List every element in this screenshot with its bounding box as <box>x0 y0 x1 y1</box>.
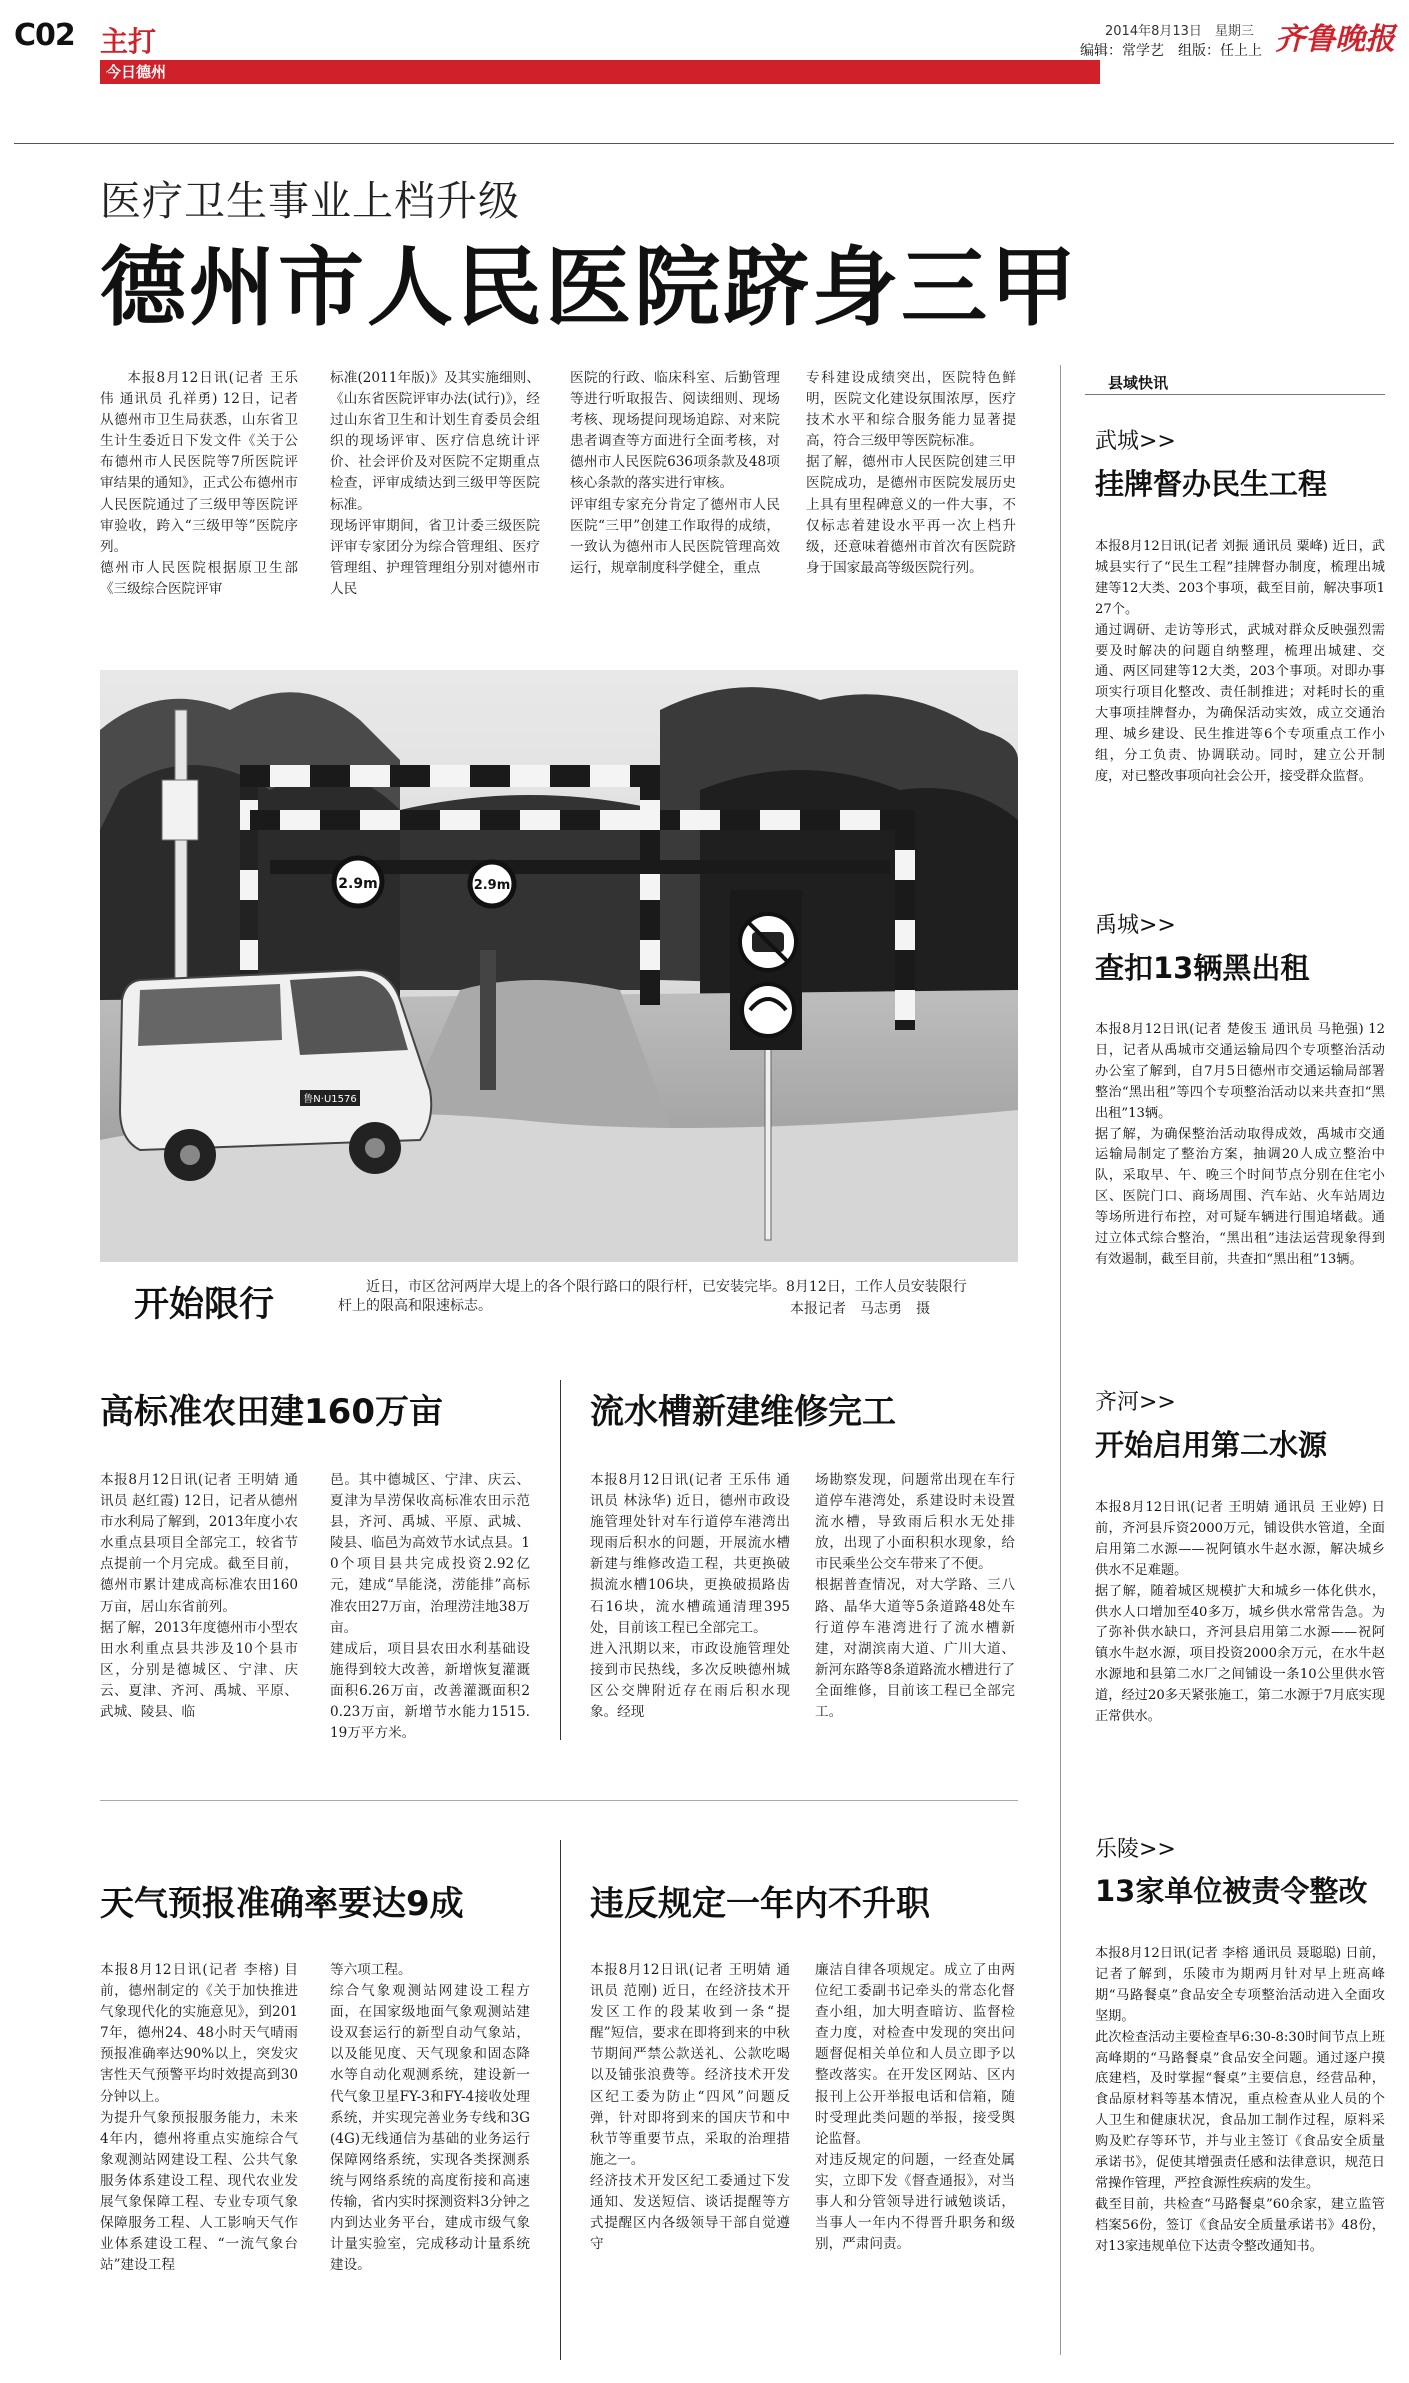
sidebar-body-wucheng <box>1095 537 1385 897</box>
page-code: C02 <box>14 18 75 53</box>
story-1-text-2: 邑。其中德城区、宁津、庆云、夏津为旱涝保收高标准农田示范县，齐河、禹城、平原、武城、陵县、临邑为高效节水试点县。10个项目县共完成投资2.92亿元，建成“旱能浇，涝能排”高标准农田27万亩，治理涝洼地38万亩。 建成后，项目县农田水利基础设施得到较大改善，新增恢复灌溉面积6.26万亩，改善灌溉面积20.23万亩，新增节水能力1515.19万平方米。 <box>330 1472 530 1742</box>
photo-caption: 近日，市区岔河两岸大堤上的各个限行路口的限行杆，已安装完毕。8月12日，工作人员安装限行杆上的限高和限速标志。 <box>338 1279 967 1314</box>
news-photo <box>100 670 1018 1262</box>
center-divider-h <box>100 1800 1018 1801</box>
header-rule <box>14 143 1394 144</box>
sub-section-label: 今日德州 <box>106 63 167 81</box>
story-3-col-1 <box>100 1960 298 2360</box>
story-4-text-1: 本报8月12日讯(记者 王明婧 通讯员 范刚) 近日，在经济技术开发区工作的段某收到一条“提醒”短信，要求在即将到来的中秋节期间严禁公款送礼、公款吃喝以及铺张浪费等。经济技术开发区纪工委为防止“四风”问题反弹，针对即将到来的国庆节和中秋节等重要节点，采取的治理措施之一。 经济技术开发区纪工委通过下发通知、发送短信、谈话提醒等方式提醒区内各级领导干部自觉遵守 <box>590 1962 790 2253</box>
story-3-text-2: 等六项工程。 综合气象观测站网建设工程方面，在国家级地面气象观测站建设双套运行的新型自动气象站，以及能见度、天气现象和固态降水等自动化观测系统，建设新一代气象卫星FY-3和FY-4接收处理系统，并实现完善业务专线和3G(4G)无线通信为基础的业务运行保障网络系统，实现各类探测系统与网络系统的高度衔接和高速传输，省内实时探测资料3分钟之内到达业务平台，建成市级气象计量实验室，完成移动计量系统建设。 <box>330 1962 530 2274</box>
lead-text-4: 专科建设成绩突出，医院特色鲜明，医院文化建设氛围浓厚，医疗技术水平和综合服务能力显著提高，符合三级甲等医院标准。 据了解，德州市人民医院创建三甲医院成功，是德州市医院发展历史上具有里程碑意义的一件大事，不仅标志着建设水平再一次上档升级，还意味着德州市首次有医院跻身于国家最高等级医院行列。 <box>806 370 1016 576</box>
lead-col-3 <box>570 368 780 618</box>
sidebar-county-laoling: 乐陵>> <box>1095 1837 1176 1862</box>
story-1-col-2 <box>330 1470 530 1780</box>
photo-title: 开始限行 <box>134 1285 275 1325</box>
sidebar-headline-wucheng: 挂牌督办民生工程 <box>1095 467 1328 501</box>
story-1-headline: 高标准农田建160万亩 <box>100 1392 443 1432</box>
story-1-text-1: 本报8月12日讯(记者 王明婧 通讯员 赵红霞) 12日，记者从德州市水利局了解到，2013年度小农水重点县项目全部完工，较省节点提前一个月完成。截至目前，德州市累计建成高标准农田160万亩，居山东省前列。 据了解，2013年度德州市小型农田水利重点县共涉及10个县市区，分别是德城区、宁津、庆云、夏津、齐河、禹城、平原、武城、陵县、临 <box>100 1472 298 1721</box>
sidebar-county-yucheng: 禹城>> <box>1095 913 1176 938</box>
story-4-headline: 违反规定一年内不升职 <box>590 1884 930 1924</box>
date-line: 2014年8月13日 星期三 <box>1105 24 1254 39</box>
story-2-headline: 流水槽新建维修完工 <box>590 1392 896 1432</box>
sidebar-headline-yucheng: 查扣13辆黑出租 <box>1095 951 1310 985</box>
lead-col-4 <box>806 368 1016 618</box>
lead-text-1: 本报8月12日讯(记者 王乐伟 通讯员 孔祥勇) 12日，记者从德州市卫生局获悉，山东省卫生计生委近日下发文件《关于公布德州市人民医院等7所医院评审结果的通知》，正式公布德州市人民医院通过了三级甲等医院评审验收，跨入“三级甲等”医院序列。 德州市人民医院根据原卫生部《三级综合医院评审 <box>100 370 298 597</box>
photo-sign-1: 2.9m <box>338 876 378 892</box>
lead-col-1 <box>100 368 298 618</box>
lead-text-2: 标准(2011年版)》及其实施细则、《山东省医院评审办法(试行)》，经过山东省卫生和计划生育委员会组织的现场评审、医疗信息统计评价、社会评价及对医院不定期重点检查，评审成绩达到三级甲等医院标准。 现场评审期间，省卫计委三级医院评审专家团分为综合管理组、医疗管理组、护理管理组分别对德州市人民 <box>330 370 540 597</box>
photo-illustration <box>100 670 1018 1262</box>
sidebar-body-qihe <box>1095 1498 1385 1818</box>
lead-headline: 德州市人民医院跻身三甲 <box>100 238 1079 338</box>
sidebar-text-qihe: 本报8月12日讯(记者 王明婧 通讯员 王业婷) 日前，齐河县斥资2000万元，铺设供水管道，全面启用第二水源——祝阿镇水牛赵水源，解决城乡供水不足难题。 据了解，随着城区规模扩大和城乡一体化供水，供水人口增加至40多万，城乡供水常常告急。为了弥补供水缺口，齐河县启用第二水源——祝阿镇水牛赵水源，项目投资2000余万元，在水牛赵水源地和县第二水厂之间铺设一条10公里供水管道，经过20多天紧张施工，第二水源于7月底实现正常供水。 <box>1095 1500 1385 1725</box>
van-plate: 鲁N·U1576 <box>303 1094 357 1105</box>
sidebar-county-wucheng: 武城>> <box>1095 429 1176 454</box>
story-1-col-1 <box>100 1470 298 1780</box>
story-2-text-2: 场勘察发现，问题常出现在车行道停车港湾处，系建设时未设置流水槽，导致雨后积水无处排放，出现了小面积积水现象，给市民乘坐公交车带来了不便。 根据普查情况，对大学路、三八路、晶华大道等5条道路48处车行道停车港湾进行了流水槽新建，对湖滨南大道、广川大道、新河东路等8条道路流水槽进行了全面维修，目前该工程已全部完工。 <box>815 1472 1015 1721</box>
section-title: 主打 <box>100 25 157 58</box>
sidebar-border <box>1060 365 1061 2355</box>
center-divider-2 <box>560 1840 561 2360</box>
sidebar-body-yucheng <box>1095 1020 1385 1340</box>
story-4-col-2 <box>815 1960 1015 2360</box>
photo-sign-2: 2.9m <box>473 878 511 893</box>
sidebar-headline-qihe: 开始启用第二水源 <box>1095 1428 1328 1462</box>
story-2-col-2 <box>815 1470 1015 1780</box>
sidebar-headline-laoling: 13家单位被责令整改 <box>1095 1874 1368 1908</box>
center-divider-1 <box>560 1380 561 1740</box>
sidebar-county-qihe: 齐河>> <box>1095 1390 1176 1415</box>
story-3-text-1: 本报8月12日讯(记者 李榕) 目前，德州制定的《关于加快推进气象现代化的实施意见》，到2017年，德州24、48小时天气晴雨预报准确率达90%以上，突发灾害性天气预警平均时效提高到30分钟以上。 为提升气象预报服务能力，未来4年内，德州将重点实施综合气象观测站网建设工程、公共气象服务体系建设工程、现代农业发展气象保障工程、专业专项气象保障服务工程、人工影响天气作业体系建设工程、“一流气象台站”建设工程 <box>100 1962 298 2274</box>
story-2-col-1 <box>590 1470 790 1780</box>
lead-col-2 <box>330 368 540 618</box>
sidebar-body-laoling <box>1095 1944 1385 2364</box>
photo-credit: 本报记者 马志勇 摄 <box>790 1301 930 1317</box>
lead-text-3: 医院的行政、临床科室、后勤管理等进行听取报告、阅读细则、现场考核、现场提问现场追踪、对来院患者调查等方面进行全面考核，对德州市人民医院636项条款及48项核心条款的落实进行审核。 评审组专家充分肯定了德州市人民医院“三甲”创建工作取得的成绩，一致认为德州市人民医院管理高效运行，规章制度科学健全，重点 <box>570 370 780 576</box>
story-3-headline: 天气预报准确率要达9成 <box>100 1884 464 1924</box>
story-2-text-1: 本报8月12日讯(记者 王乐伟 通讯员 林泳华) 近日，德州市政设施管理处针对车行道停车港湾出现雨后积水的问题，开展流水槽新建与维修改造工程，共更换破损流水槽106块，更换破损路齿石16块，流水槽疏通清理395处，目前该工程已全部完工。 进入汛期以来，市政设施管理处接到市民热线，多次反映德州城区公交牌附近存在雨后积水现象。经现 <box>590 1472 790 1721</box>
sidebar-text-yucheng: 本报8月12日讯(记者 楚俊玉 通讯员 马艳强) 12日，记者从禹城市交通运输局四个专项整治活动办公室了解到，自7月5日德州市交通运输局部署整治“黑出租”等四个专项整治活动以来共查扣“黑出租”13辆。 据了解，为确保整治活动取得成效，禹城市交通运输局制定了整治方案，抽调20人成立整治中队，采取早、午、晚三个时间节点分别在住宅小区、医院门口、商场周围、汽车站、火车站周边等场所进行布控，对可疑车辆进行围追堵截。通过立体式综合整治，“黑出租”违法运营现象得到有效遏制，截至目前，共查扣“黑出租”13辆。 <box>1095 1022 1385 1267</box>
lead-kicker: 医疗卫生事业上档升级 <box>100 177 520 225</box>
story-3-col-2 <box>330 1960 530 2360</box>
sub-section-bar <box>100 60 1100 84</box>
sidebar-text-laoling: 本报8月12日讯(记者 李榕 通讯员 聂聪聪) 日前，记者了解到，乐陵市为期两月针对早上班高峰期“马路餐桌”食品安全专项整治活动进入全面攻坚期。 此次检查活动主要检查早6:30-8:30时间节点上班高峰期的“马路餐桌”食品安全问题。通过逐户摸底建档，及时掌握“餐桌”主要信息，经营品种，食品原材料等基本情况，重点检查从业人员的个人卫生和健康状况，食品加工制作过程，原料采购及贮存等环节，并与业主签订《食品安全质量承诺书》，促使其增强责任感和法律意识，规范日常操作管理，严控食源性疾病的发生。 截至目前，共检查“马路餐桌”60余家，建立监管档案56份，签订《食品安全质量承诺书》48份，对13家违规单位下达责令整改通知书。 <box>1095 1946 1385 2254</box>
story-4-text-2: 廉洁自律各项规定。成立了由两位纪工委副书记牵头的常态化督查小组，加大明查暗访、监督检查力度，对检查中发现的突出问题督促相关单位和人员立即予以整改落实。在开发区网站、区内报刊上公开举报电话和信箱，随时受理此类问题的举报，接受舆论监督。 对违反规定的问题，一经查处属实，立即下发《督查通报》，对当事人和分管领导进行诫勉谈话，当事人一年内不得晋升职务和级别，严肃问责。 <box>815 1962 1015 2253</box>
paper-logo: 齐鲁晚报 <box>1275 22 1395 57</box>
sidebar-label: 县域快讯 <box>1108 374 1169 392</box>
sidebar-text-wucheng: 本报8月12日讯(记者 刘振 通讯员 粟峰) 近日，武城县实行了“民生工程”挂牌督办制度，梳理出城建等12大类、203个事项，截至目前，解决事项127个。 通过调研、走访等形式，武城对群众反映强烈需要及时解决的问题自纳整理，梳理出城建、交通、两区同建等12大类，203个事项。对即办事项实行项目化整改、责任制推进；对耗时长的重大事项挂牌督办，为确保活动实效，成立交通治理、城乡建设、民生推进等6个专项重点工作小组，分工负责、协调联动。同时，建立公开制度，对已整改事项向社会公开，接受群众监督。 <box>1095 539 1385 784</box>
story-4-col-1 <box>590 1960 790 2360</box>
editor-line: 编辑：常学艺 组版：任上上 <box>1080 43 1262 59</box>
